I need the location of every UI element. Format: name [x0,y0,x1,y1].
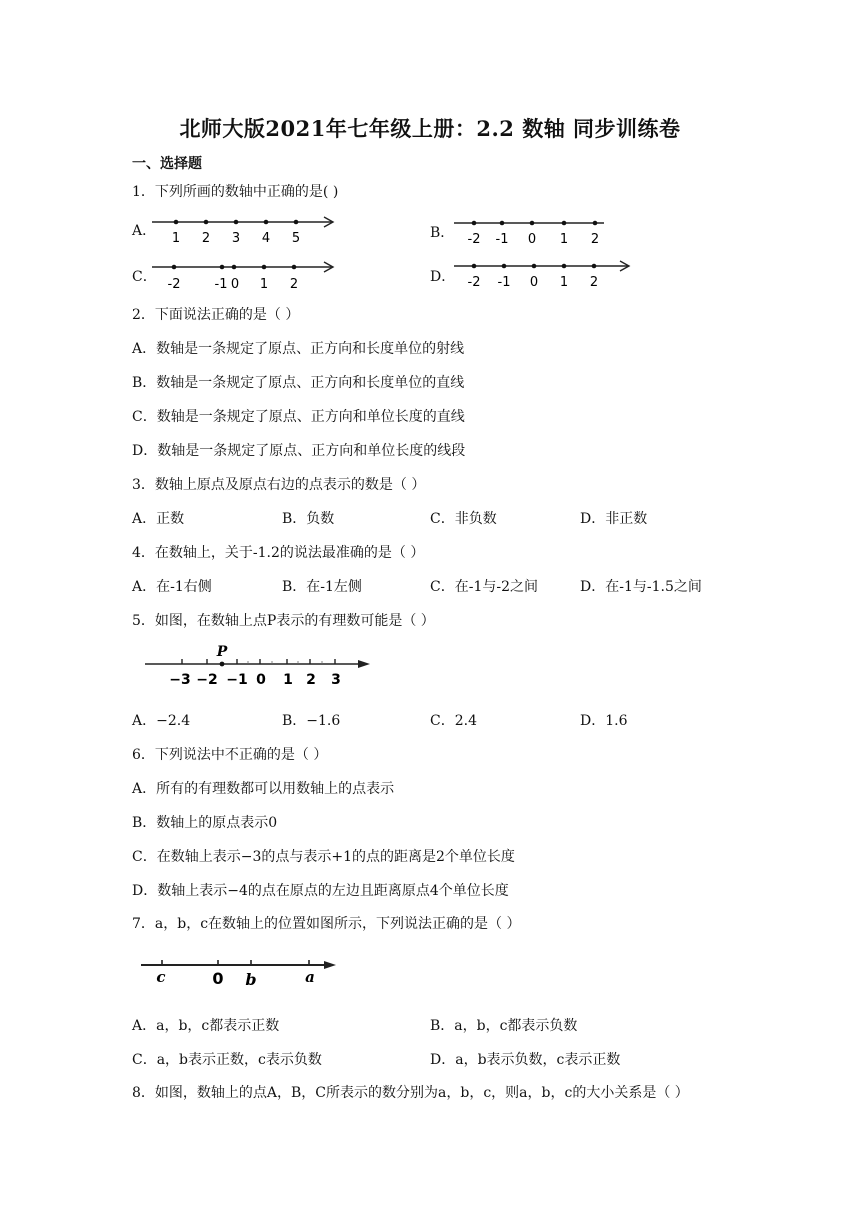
q1-option-c-number-line [150,257,340,293]
tick-label: 2 [306,672,316,688]
tick-label: 2 [289,277,299,292]
label-b: b [245,970,257,989]
tick-label: 2 [589,275,599,290]
q1-option-a-number-line [150,212,340,248]
q7-option-c: C．a，b表示正数，c表示负数 [132,1052,322,1068]
tick-label: 5 [291,231,301,246]
tick-label: -2 [467,275,481,290]
label-a: a [305,968,315,986]
section-heading: 一、选择题 [132,156,202,172]
question-5-stem: 5．如图，在数轴上点P表示的有理数可能是（ ） [132,613,435,629]
q6-option-d: D．数轴上表示−4的点在原点的左边且距离原点4个单位长度 [132,883,509,899]
q1-option-d-letter: D． [430,269,456,285]
q3-option-c: C．非负数 [430,511,497,527]
tick-label: 3 [331,672,341,688]
tick-label: 0 [529,275,539,290]
q1-option-b-letter: B． [430,225,455,241]
tick-label: 2 [201,231,211,246]
q3-option-a: A．正数 [132,511,185,527]
q2-option-c: C．数轴是一条规定了原点、正方向和单位长度的直线 [132,409,465,425]
q1-option-b-number-line [452,213,612,249]
tick-label: 1 [171,231,181,246]
tick-label: 1 [559,275,569,290]
q6-option-c: C．在数轴上表示−3的点与表示+1的点的距离是2个单位长度 [132,849,515,865]
question-4-stem: 4．在数轴上，关于-1.2的说法最准确的是（ ） [132,545,425,561]
question-1-stem: 1．下列所画的数轴中正确的是( ) [132,184,339,200]
tick-label: 1 [259,277,269,292]
q3-option-d: D．非正数 [580,511,648,527]
q4-option-b: B．在-1左侧 [282,579,362,595]
tick-label: 0 [527,232,537,247]
q6-option-b: B．数轴上的原点表示0 [132,815,278,831]
tick-label: −3 [169,672,191,688]
q7-option-a: A．a，b，c都表示正数 [132,1018,280,1034]
q1-option-a-letter: A． [132,223,157,239]
q4-option-c: C．在-1与-2之间 [430,579,538,595]
tick-label: -1 [214,277,228,292]
q5-number-line-figure [140,642,380,690]
point-p-label: P [216,644,228,660]
tick-label: −1 [226,672,248,688]
question-8-stem: 8．如图，数轴上的点A，B，C所表示的数分别为a，b，c，则a，b，c的大小关系是（ ） [132,1085,689,1101]
q3-option-b: B．负数 [282,511,335,527]
tick-label: −2 [196,672,218,688]
q1-option-c-letter: C． [132,269,157,285]
tick-label: 1 [559,232,569,247]
tick-label: 1 [283,672,293,688]
q4-option-d: D．在-1与-1.5之间 [580,579,702,595]
q7-number-line-figure [138,955,348,989]
tick-label: 3 [231,231,241,246]
tick-label: 0 [230,277,240,292]
question-6-stem: 6．下列说法中不正确的是（ ） [132,747,328,763]
tick-label: -2 [167,277,181,292]
tick-label: 4 [261,231,271,246]
q5-option-b: B．−1.6 [282,713,341,729]
tick-label: 0 [256,672,266,688]
tick-label: -1 [497,275,511,290]
q6-option-a: A．所有的有理数都可以用数轴上的点表示 [132,781,395,797]
q5-option-c: C．2.4 [430,713,477,729]
question-7-stem: 7．a，b，c在数轴上的位置如图所示，下列说法正确的是（ ） [132,916,521,932]
page-title: 北师大版2021年七年级上册：2.2 数轴 同步训练卷 [179,116,681,141]
tick-label: 2 [590,232,600,247]
q1-option-d-number-line [452,256,637,292]
tick-label: -2 [467,232,481,247]
q2-option-d: D．数轴是一条规定了原点、正方向和单位长度的线段 [132,443,466,459]
q4-option-a: A．在-1右侧 [132,579,212,595]
q2-option-a: A．数轴是一条规定了原点、正方向和长度单位的射线 [132,341,465,357]
question-3-stem: 3．数轴上原点及原点右边的点表示的数是（ ） [132,477,426,493]
q2-option-b: B．数轴是一条规定了原点、正方向和长度单位的直线 [132,375,465,391]
q5-option-a: A．−2.4 [132,713,191,729]
q5-option-d: D．1.6 [580,713,628,729]
label-zero: 0 [212,969,224,988]
tick-label: -1 [495,232,509,247]
q7-option-d: D．a，b表示负数，c表示正数 [430,1052,621,1068]
q7-option-b: B．a，b，c都表示负数 [430,1018,578,1034]
question-2-stem: 2．下面说法正确的是（ ） [132,307,300,323]
label-c: c [156,968,166,986]
